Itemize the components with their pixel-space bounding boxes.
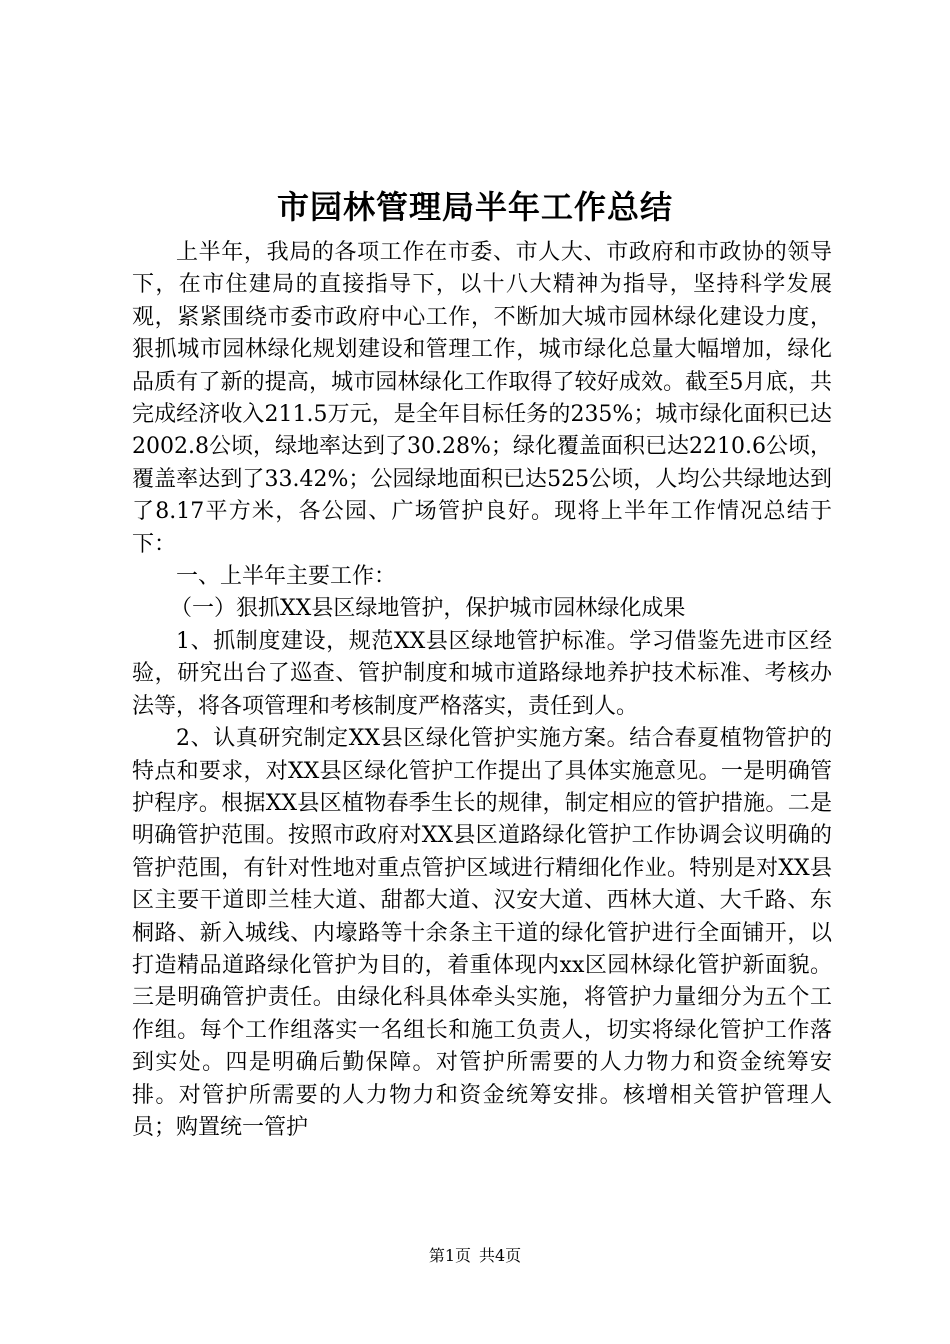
section-heading: 一、上半年主要工作： [176,564,397,590]
paragraph-intro: 上半年，我局的各项工作在市委、市人大、市政府和市政协的领导下，在市住建局的直接指导下，以十八大精神为指导，坚持科学发展观，紧紧围绕市委市政府中心工作，不断加大城市园林绿化建设力度，狠抓城市园林绿化规划建设和管理工作，城市绿化总量大幅增加，绿化品质有了新的提高，城市园林绿化工作取得了较好成效。截至5月底，共完成经济收入211.5万元，是全年目标任务的235%；城市绿化面积已达2002.8公顷，绿地率达到了30.28%；绿化覆盖面积已达2210.6公顷，覆盖率达到了33.42%；公园绿地面积已达525公顷，人均公共绿地达到了8.17平方米，各公园、广场管护良好。现将上半年工作情况总结于下： [132,240,832,557]
page-total: 共4页 [479,1246,522,1265]
subsection-heading: （一）狠抓XX县区绿地管护，保护城市园林绿化成果 [170,596,686,622]
document-title: 市园林管理局半年工作总结 [276,188,673,226]
paragraph-item-1: 1、抓制度建设，规范XX县区绿地管护标准。学习借鉴先进市区经验，研究出台了巡查、管护制度和城市道路绿地养护技术标准、考核办法等，将各项管理和考核制度严格落实，责任到人。 [132,628,832,719]
document-body [132,237,832,1144]
paragraph-item-2: 2、认真研究制定XX县区绿化管护实施方案。结合春夏植物管护的特点和要求，对XX县区绿化管护工作提出了具体实施意见。一是明确管护程序。根据XX县区植物春季生长的规律，制定相应的管护措施。二是明确管护范围。按照市政府对XX县区道路绿化管护工作协调会议明确的管护范围，有针对性地对重点管护区域进行精细化作业。特别是对XX县区主要干道即兰桂大道、甜都大道、汉安大道、西林大道、大千路、东桐路、新入城线、内壕路等十余条主干道的绿化管护进行全面铺开，以打造精品道路绿化管护为目的，着重体现内xx区园林绿化管护新面貌。三是明确管护责任。由绿化科具体牵头实施，将管护力量细分为五个工作组。每个工作组落实一名组长和施工负责人，切实将绿化管护工作落到实处。四是明确后勤保障。对管护所需要的人力物力和资金统筹安排。对管护所需要的人力物力和资金统筹安排。核增相关管护管理人员；购置统一管护 [132,726,832,1140]
page-footer [0,1245,950,1267]
page-number: 第1页 [428,1246,471,1265]
